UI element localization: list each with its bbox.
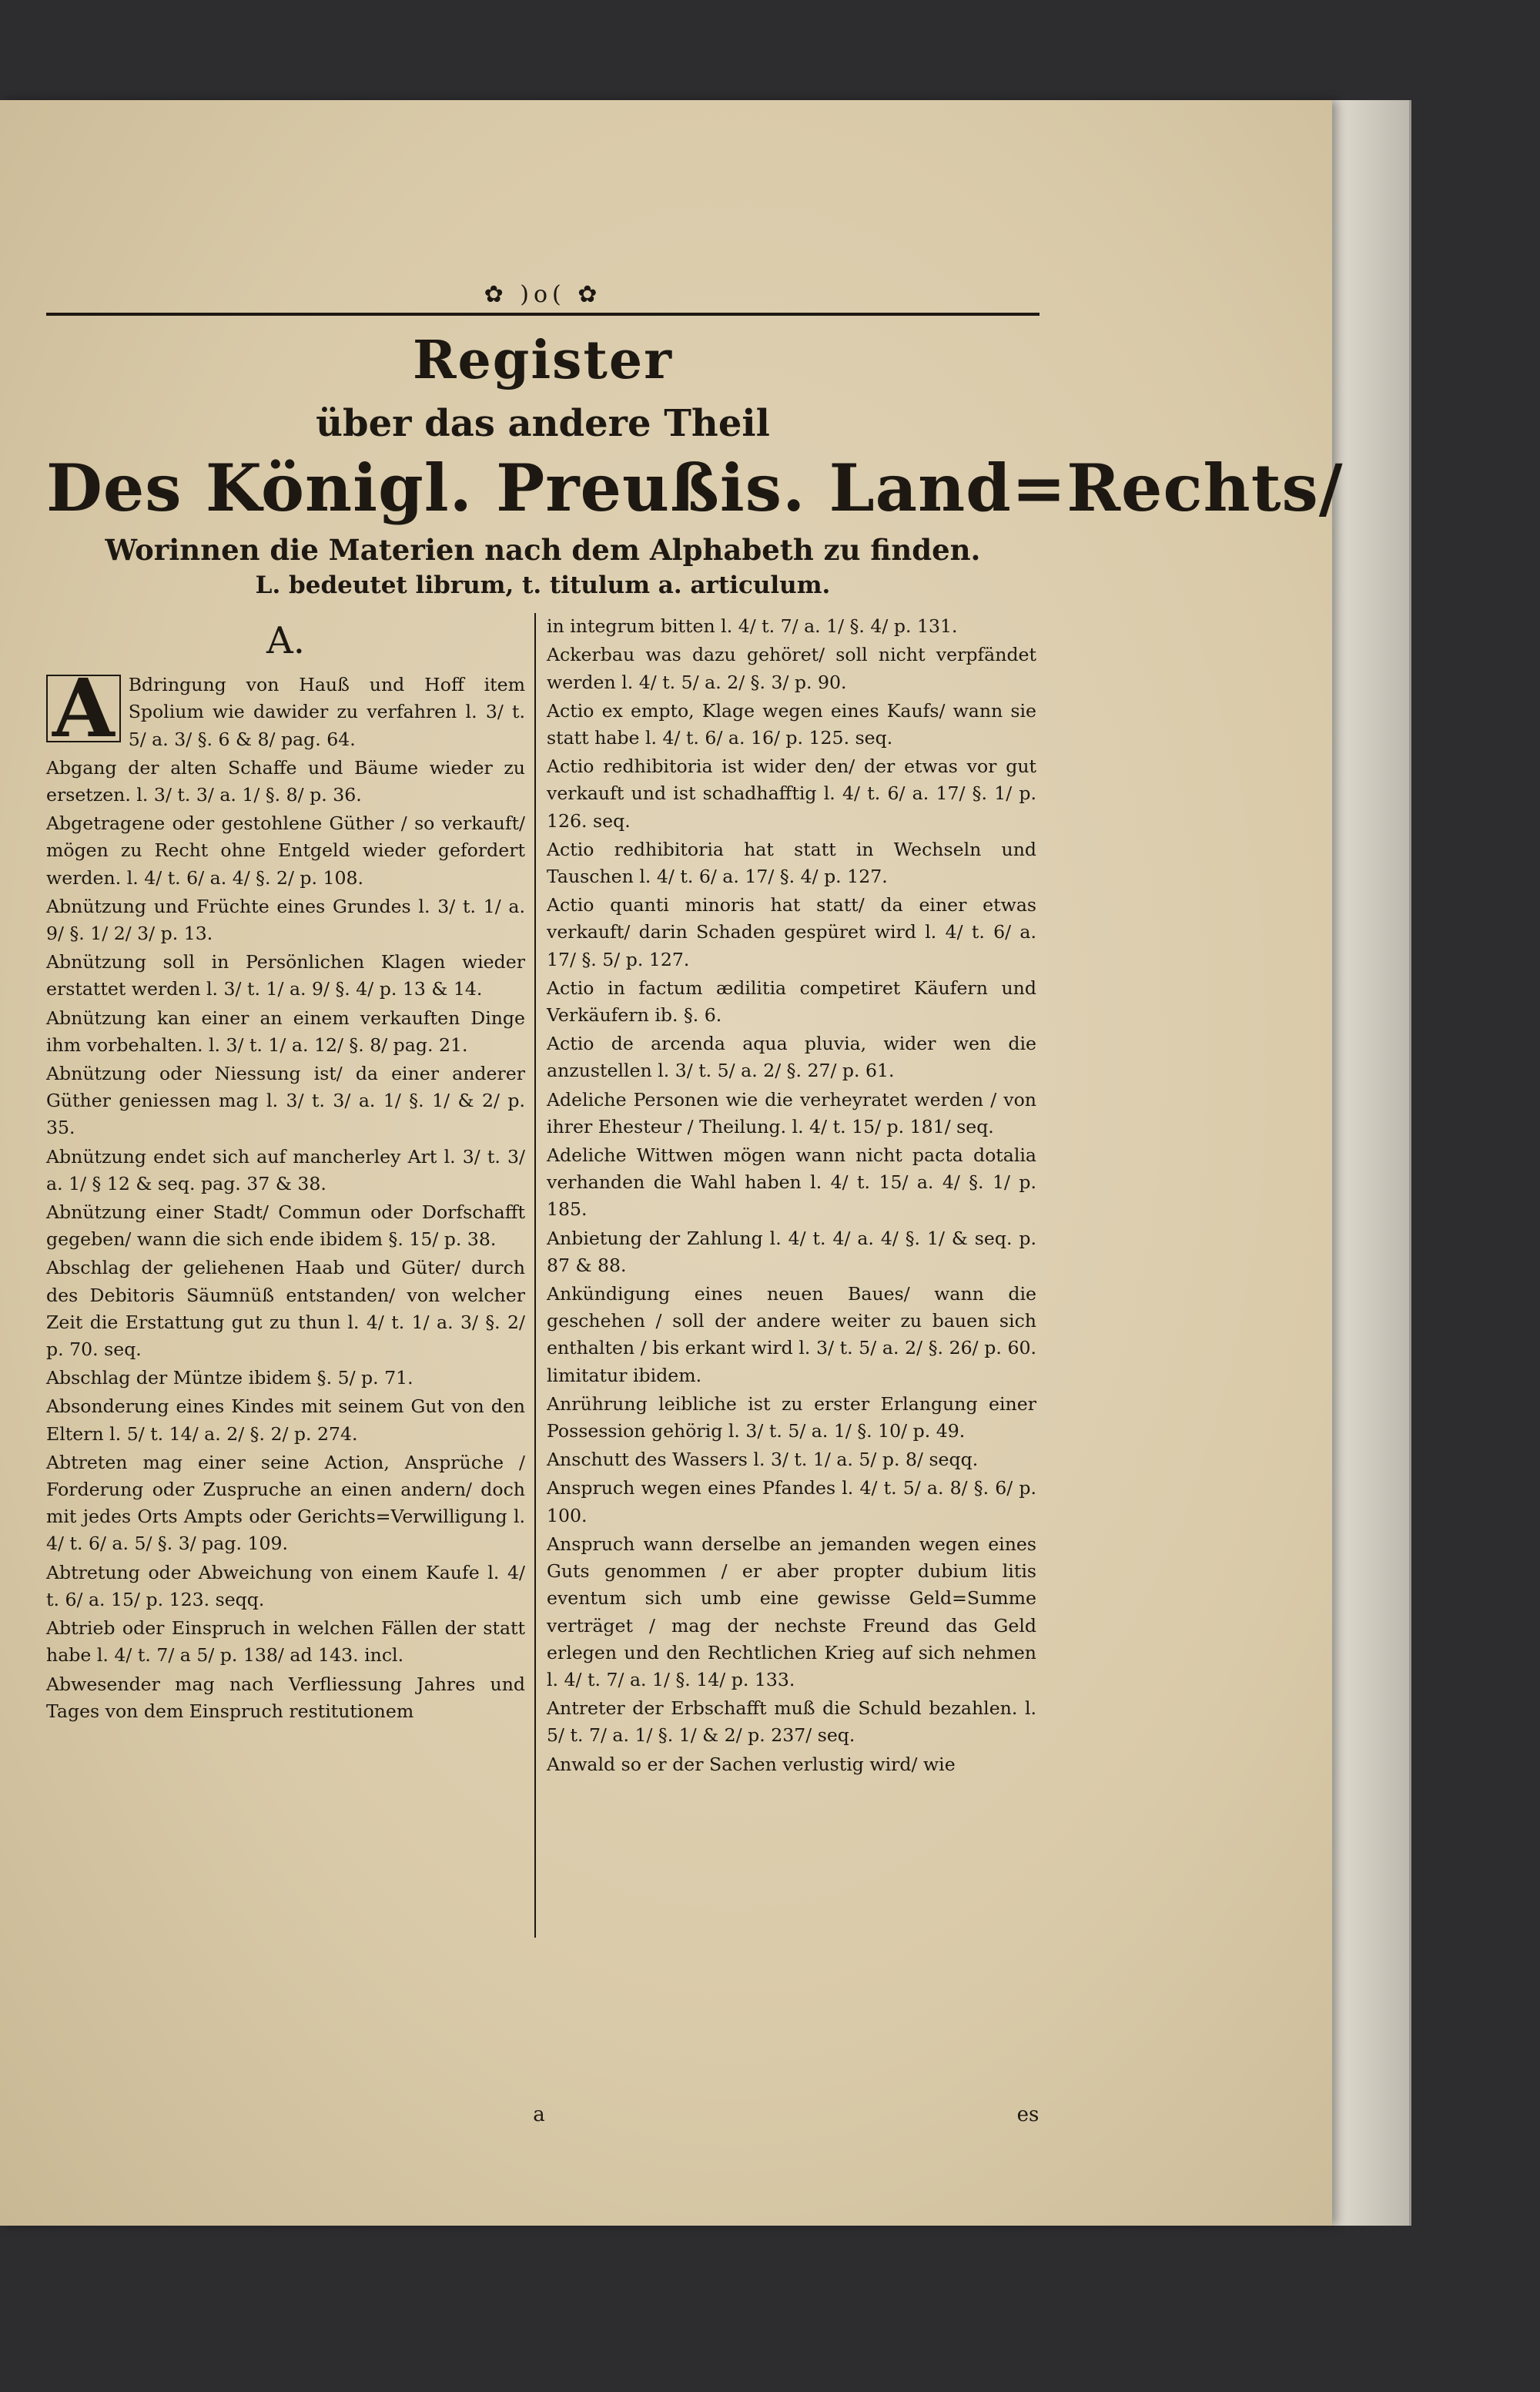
entry-text: Abgetragene oder gestohlene Güther / so verkauft/ mögen zu Recht ohne Entgeld wieder gefordert werden. l. 4/ t. 6/ a. 4/ §. 2/ p. 108.	[46, 812, 525, 889]
entry-text: Abschlag der geliehenen Haab und Güter/ durch des Debitoris Säumnüß entstanden/ von welcher Zeit die Erstattung gut zu thun l. 4/ t. 1/ a. 3/ §. 2/ p. 70. seq.	[46, 1257, 525, 1361]
entry-text: Bdringung von Hauß und Hoff item Spolium wie dawider zu verfahren l. 3/ t. 5/ a. 3/ §. 6 & 8/ pag. 64.	[128, 674, 525, 750]
entry-text: Abtreten mag einer seine Action, Ansprüche / Forderung oder Zuspruche an einen andern/ doch mit jedes Orts Ampts oder Gerichts=Verwilligung l. 4/ t. 6/ a. 5/ §. 3/ pag. 109.	[46, 1451, 525, 1555]
register-entry	[46, 1393, 525, 1447]
entry-text: Actio de arcenda aqua pluvia, wider wen die anzustellen l. 3/ t. 5/ a. 2/ §. 27/ p. 61.	[547, 1033, 1036, 1082]
entry-text: Actio ex empto, Klage wegen eines Kaufs/ wann sie statt habe l. 4/ t. 6/ a. 16/ p. 125. seq.	[547, 699, 1036, 749]
register-entry	[547, 892, 1036, 973]
header-rule	[46, 313, 1040, 316]
entry-text: Ackerbau was dazu gehöret/ soll nicht verpfändet werden l. 4/ t. 5/ a. 2/ §. 3/ p. 90.	[547, 644, 1036, 693]
register-entry	[46, 1255, 525, 1363]
abbreviation-note: L. bedeutet librum, t. titulum a. articulum.	[255, 571, 831, 600]
entry-text: Anspruch wegen eines Pfandes l. 4/ t. 5/ a. 8/ §. 6/ p. 100.	[547, 1477, 1036, 1526]
register-entry	[46, 893, 525, 947]
entry-text: Abnützung oder Niessung ist/ da einer anderer Güther geniessen mag l. 3/ t. 3/ a. 1/ §. 1/ & 2/ p. 35.	[46, 1063, 525, 1139]
register-entry	[547, 1475, 1036, 1529]
entry-text: Abtrieb oder Einspruch in welchen Fällen der statt habe l. 4/ t. 7/ a 5/ p. 138/ ad 143. incl.	[46, 1617, 525, 1667]
entry-text: Abnützung soll in Persönlichen Klagen wieder erstattet werden l. 3/ t. 1/ a. 9/ §. 4/ p. 13 & 14.	[46, 951, 525, 1000]
register-entry	[547, 1281, 1036, 1389]
register-entry	[547, 1087, 1036, 1141]
register-entry	[46, 1615, 525, 1669]
register-entry	[547, 613, 1036, 640]
register-entry	[46, 1199, 525, 1253]
register-entry	[46, 810, 525, 892]
register-columns	[46, 613, 1040, 2127]
entry-text: Antreter der Erbschafft muß die Schuld bezahlen. l. 5/ t. 7/ a. 1/ §. 1/ & 2/ p. 237/ seq.	[547, 1697, 1036, 1747]
document-page	[0, 100, 1344, 2226]
register-entry	[46, 1671, 525, 1725]
register-entry	[46, 1144, 525, 1198]
register-entry	[46, 1060, 525, 1142]
entry-text: Anspruch wann derselbe an jemanden wegen eines Guts genommen / er aber propter dubium litis eventum sich umb eine gewisse Geld=Summe verträget / mag der nechste Freund das Geld erlegen und den Rechtlichen Krieg auf sich nehmen l. 4/ t. 7/ a. 1/ §. 14/ p. 133.	[547, 1533, 1036, 1690]
register-entry	[547, 1391, 1036, 1445]
header-ornament: ✿ )o( ✿	[484, 281, 602, 308]
entry-text: Abnützung einer Stadt/ Commun oder Dorfschafft gegeben/ wann die sich ende ibidem §. 15/ p. 38.	[46, 1201, 525, 1251]
register-entry	[547, 1446, 1036, 1473]
register-entry	[547, 642, 1036, 695]
register-entry	[46, 1449, 525, 1558]
entry-text: Abtretung oder Abweichung von einem Kaufe l. 4/ t. 6/ a. 15/ p. 123. seqq.	[46, 1561, 525, 1610]
page-title: Register	[413, 330, 673, 391]
title-subtitle: Worinnen die Materien nach dem Alphabeth zu finden.	[105, 533, 981, 568]
register-entry	[547, 753, 1036, 835]
register-entry	[547, 1751, 1036, 1778]
entry-text: Anrührung leibliche ist zu erster Erlangung einer Possession gehörig l. 3/ t. 5/ a. 1/ §. 10/ p. 49.	[547, 1392, 1036, 1442]
entry-text: Anbietung der Zahlung l. 4/ t. 4/ a. 4/ §. 1/ & seq. p. 87 & 88.	[547, 1227, 1036, 1276]
register-entry	[547, 1531, 1036, 1693]
register-entry	[46, 661, 525, 756]
entry-text: Abnützung und Früchte eines Grundes l. 3/ t. 1/ a. 9/ §. 1/ 2/ 3/ p. 13.	[46, 895, 525, 945]
page-content	[46, 281, 1344, 2127]
register-entry	[547, 1030, 1036, 1084]
register-entry	[547, 1142, 1036, 1224]
entry-text: Adeliche Personen wie die verheyratet werden / von ihrer Ehesteur / Theilung. l. 4/ t. 15/ p. 181/ seq.	[547, 1088, 1036, 1137]
left-column	[46, 613, 525, 1725]
title-line-3: Des Königl. Preußis. Land=Rechts/	[46, 450, 1344, 526]
entry-text: Actio redhibitoria ist wider den/ der etwas vor gut verkauft und ist schadhafftig l. 4/ t. 6/ a. 17/ §. 1/ p. 126. seq.	[547, 755, 1036, 832]
register-entry	[46, 755, 525, 809]
column-divider	[534, 613, 536, 1938]
entry-text: Abgang der alten Schaffe und Bäume wieder zu ersetzen. l. 3/ t. 3/ a. 1/ §. 8/ p. 36.	[46, 756, 525, 806]
entry-text: Anschutt des Wassers l. 3/ t. 1/ a. 5/ p. 8/ seqq.	[547, 1449, 979, 1471]
right-entry-list	[547, 613, 1036, 1778]
entry-text: Actio redhibitoria hat statt in Wechseln und Tauschen l. 4/ t. 6/ a. 17/ §. 4/ p. 127.	[547, 838, 1036, 888]
title-line-2: über das andere Theil	[316, 402, 770, 445]
register-entry	[547, 698, 1036, 752]
signature-mark: a	[533, 2103, 545, 2127]
entry-text: Abnützung endet sich auf mancherley Art l. 3/ t. 3/ a. 1/ § 12 & seq. pag. 37 & 38.	[46, 1145, 525, 1194]
drop-cap: A	[46, 675, 121, 742]
register-entry	[547, 975, 1036, 1029]
register-entry	[46, 949, 525, 1003]
register-entry	[547, 1225, 1036, 1279]
catchword: es	[1016, 2103, 1040, 2127]
entry-text: Anwald so er der Sachen verlustig wird/ wie	[547, 1753, 956, 1775]
right-column	[547, 613, 1036, 1778]
entry-text: Abschlag der Müntze ibidem §. 5/ p. 71.	[46, 1367, 413, 1389]
left-entry-list	[46, 661, 525, 1725]
entry-text: Ankündigung eines neuen Baues/ wann die geschehen / soll der andere weiter zu bauen sich enthalten / bis erkant wird l. 3/ t. 5/ a. 2/ §. 26/ p. 60. limitatur ibidem.	[547, 1283, 1036, 1386]
section-letter: A.	[266, 619, 305, 663]
register-entry	[547, 836, 1036, 890]
entry-text: Actio quanti minoris hat statt/ da einer etwas verkauft/ darin Schaden gespüret wird l. 4/ t. 6/ a. 17/ §. 5/ p. 127.	[547, 894, 1036, 970]
register-entry	[547, 1695, 1036, 1749]
register-entry	[46, 1005, 525, 1059]
entry-text: Actio in factum ædilitia competiret Käufern und Verkäufern ib. §. 6.	[547, 977, 1036, 1027]
register-entry	[46, 1559, 525, 1613]
register-entry	[46, 1365, 525, 1392]
entry-text: in integrum bitten l. 4/ t. 7/ a. 1/ §. 4/ p. 131.	[547, 615, 958, 638]
entry-text: Abnützung kan einer an einem verkauften Dinge ihm vorbehalten. l. 3/ t. 1/ a. 12/ §. 8/ pag. 21.	[46, 1007, 525, 1056]
entry-text: Adeliche Wittwen mögen wann nicht pacta dotalia verhanden die Wahl haben l. 4/ t. 15/ a. 4/ §. 1/ p. 185.	[547, 1144, 1036, 1221]
entry-text: Abwesender mag nach Verfliessung Jahres und Tages von dem Einspruch restitutionem	[46, 1673, 525, 1722]
entry-text: Absonderung eines Kindes mit seinem Gut von den Eltern l. 5/ t. 14/ a. 2/ §. 2/ p. 274.	[46, 1395, 525, 1445]
